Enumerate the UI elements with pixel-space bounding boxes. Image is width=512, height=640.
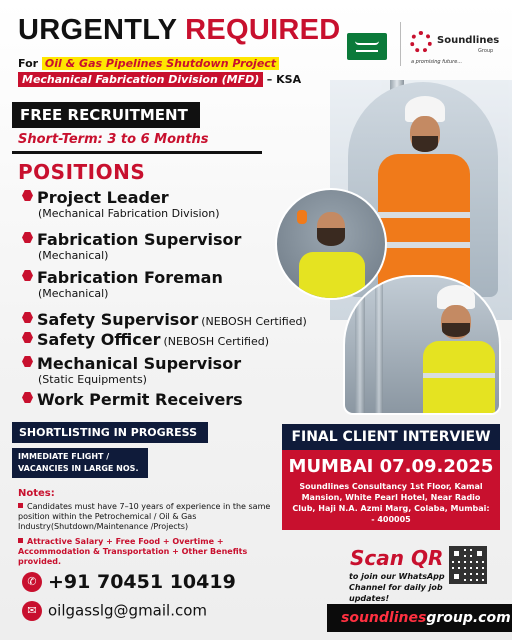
worker-photo-medium <box>275 188 387 300</box>
division-line <box>18 73 301 86</box>
positions-heading: POSITIONS <box>18 160 146 184</box>
project-prefix: For <box>18 57 39 70</box>
position-name: Mechanical Supervisor <box>37 354 242 373</box>
logo-divider <box>400 22 401 66</box>
phone-number[interactable]: +91 70451 10419 <box>48 571 236 593</box>
hexagon-bullet-icon <box>22 392 33 403</box>
headline-part2: REQUIRED <box>185 14 341 46</box>
hexagon-bullet-icon <box>22 190 33 201</box>
hexagon-bullet-icon <box>22 332 33 343</box>
note-item <box>18 537 280 567</box>
worker-photo-small <box>343 275 501 415</box>
immediate-flight-badge: IMMEDIATE FLIGHT / VACANCIES IN LARGE NOS. <box>12 448 148 478</box>
interview-city-date: MUMBAI 07.09.2025 <box>288 456 494 477</box>
interview-address: Soundlines Consultancy 1st Floor, Kamal Mansion, White Pearl Hotel, Near Radio Club, Haji N.A. Azmi Marg, Colaba, Mumbai: - 400005 <box>292 482 490 524</box>
position-item <box>22 268 223 300</box>
position-name: Project Leader <box>37 188 169 207</box>
square-bullet-icon <box>18 538 23 543</box>
scan-qr-title: Scan QR <box>350 546 444 570</box>
website-link[interactable] <box>327 604 512 632</box>
hexagon-bullet-icon <box>22 270 33 281</box>
position-name: Work Permit Receivers <box>37 390 243 409</box>
shortlisting-badge: SHORTLISTING IN PROGRESS <box>12 422 208 443</box>
position-item <box>22 330 269 349</box>
position-item <box>22 390 243 409</box>
position-sub: (Mechanical) <box>38 287 109 300</box>
free-recruitment-badge: FREE RECRUITMENT <box>12 102 200 128</box>
position-item <box>22 354 241 386</box>
position-note: (NEBOSH Certified) <box>163 335 269 348</box>
hexagon-bullet-icon <box>22 312 33 323</box>
position-name: Safety Officer <box>37 330 161 349</box>
headline-part1: URGENTLY <box>18 14 177 46</box>
phone-contact[interactable] <box>22 571 236 593</box>
hexagon-bullet-icon <box>22 232 33 243</box>
position-sub: (Mechanical) <box>38 249 109 262</box>
scan-qr-text: to join our WhatsApp Channel for daily job updates! <box>349 572 445 603</box>
headline <box>18 14 341 47</box>
position-name: Fabrication Supervisor <box>37 230 242 249</box>
notes-heading: Notes: <box>18 488 55 499</box>
interview-heading: FINAL CLIENT INTERVIEW <box>282 424 500 450</box>
position-name: Fabrication Foreman <box>37 268 223 287</box>
phone-icon: ✆ <box>22 572 42 592</box>
note-text: Attractive Salary + Free Food + Overtime + Accommodation & Transportation + Other Benefits provided. <box>18 537 248 566</box>
project-location: – KSA <box>266 73 302 86</box>
email-address[interactable]: oilgasslg@gmail.com <box>48 601 208 620</box>
project-name: Oil & Gas Pipelines Shutdown Project <box>42 57 279 70</box>
company-tagline: a promising future... <box>411 59 463 65</box>
position-item <box>22 310 307 329</box>
divider-rule <box>12 151 262 154</box>
contract-term: Short-Term: 3 to 6 Months <box>18 132 209 147</box>
position-sub: (Mechanical Fabrication Division) <box>38 207 220 220</box>
qr-code-icon[interactable] <box>449 546 487 584</box>
website-rest: group.com <box>426 610 511 626</box>
mail-icon: ✉ <box>22 601 42 621</box>
position-sub: (Static Equipments) <box>38 373 147 386</box>
position-note: (NEBOSH Certified) <box>201 315 307 328</box>
position-item <box>22 188 220 220</box>
project-line <box>18 57 279 70</box>
division-name: Mechanical Fabrication Division (MFD) <box>18 72 263 87</box>
soundlines-logo-icon <box>410 31 432 53</box>
email-contact[interactable] <box>22 600 207 621</box>
square-bullet-icon <box>18 503 23 508</box>
company-name: Soundlines <box>437 35 500 46</box>
hexagon-bullet-icon <box>22 356 33 367</box>
website-accent: soundlines <box>341 610 427 626</box>
note-text: Candidates must have 7–10 years of experience in the same position within the Petrochemical / Oil & Gas Industry(Shutdown/Maintenance /Projects) <box>18 502 271 531</box>
note-item <box>18 502 280 532</box>
company-group: Group <box>478 48 494 54</box>
saudi-flag-icon <box>347 33 387 60</box>
position-item <box>22 230 241 262</box>
position-name: Safety Supervisor <box>37 310 199 329</box>
